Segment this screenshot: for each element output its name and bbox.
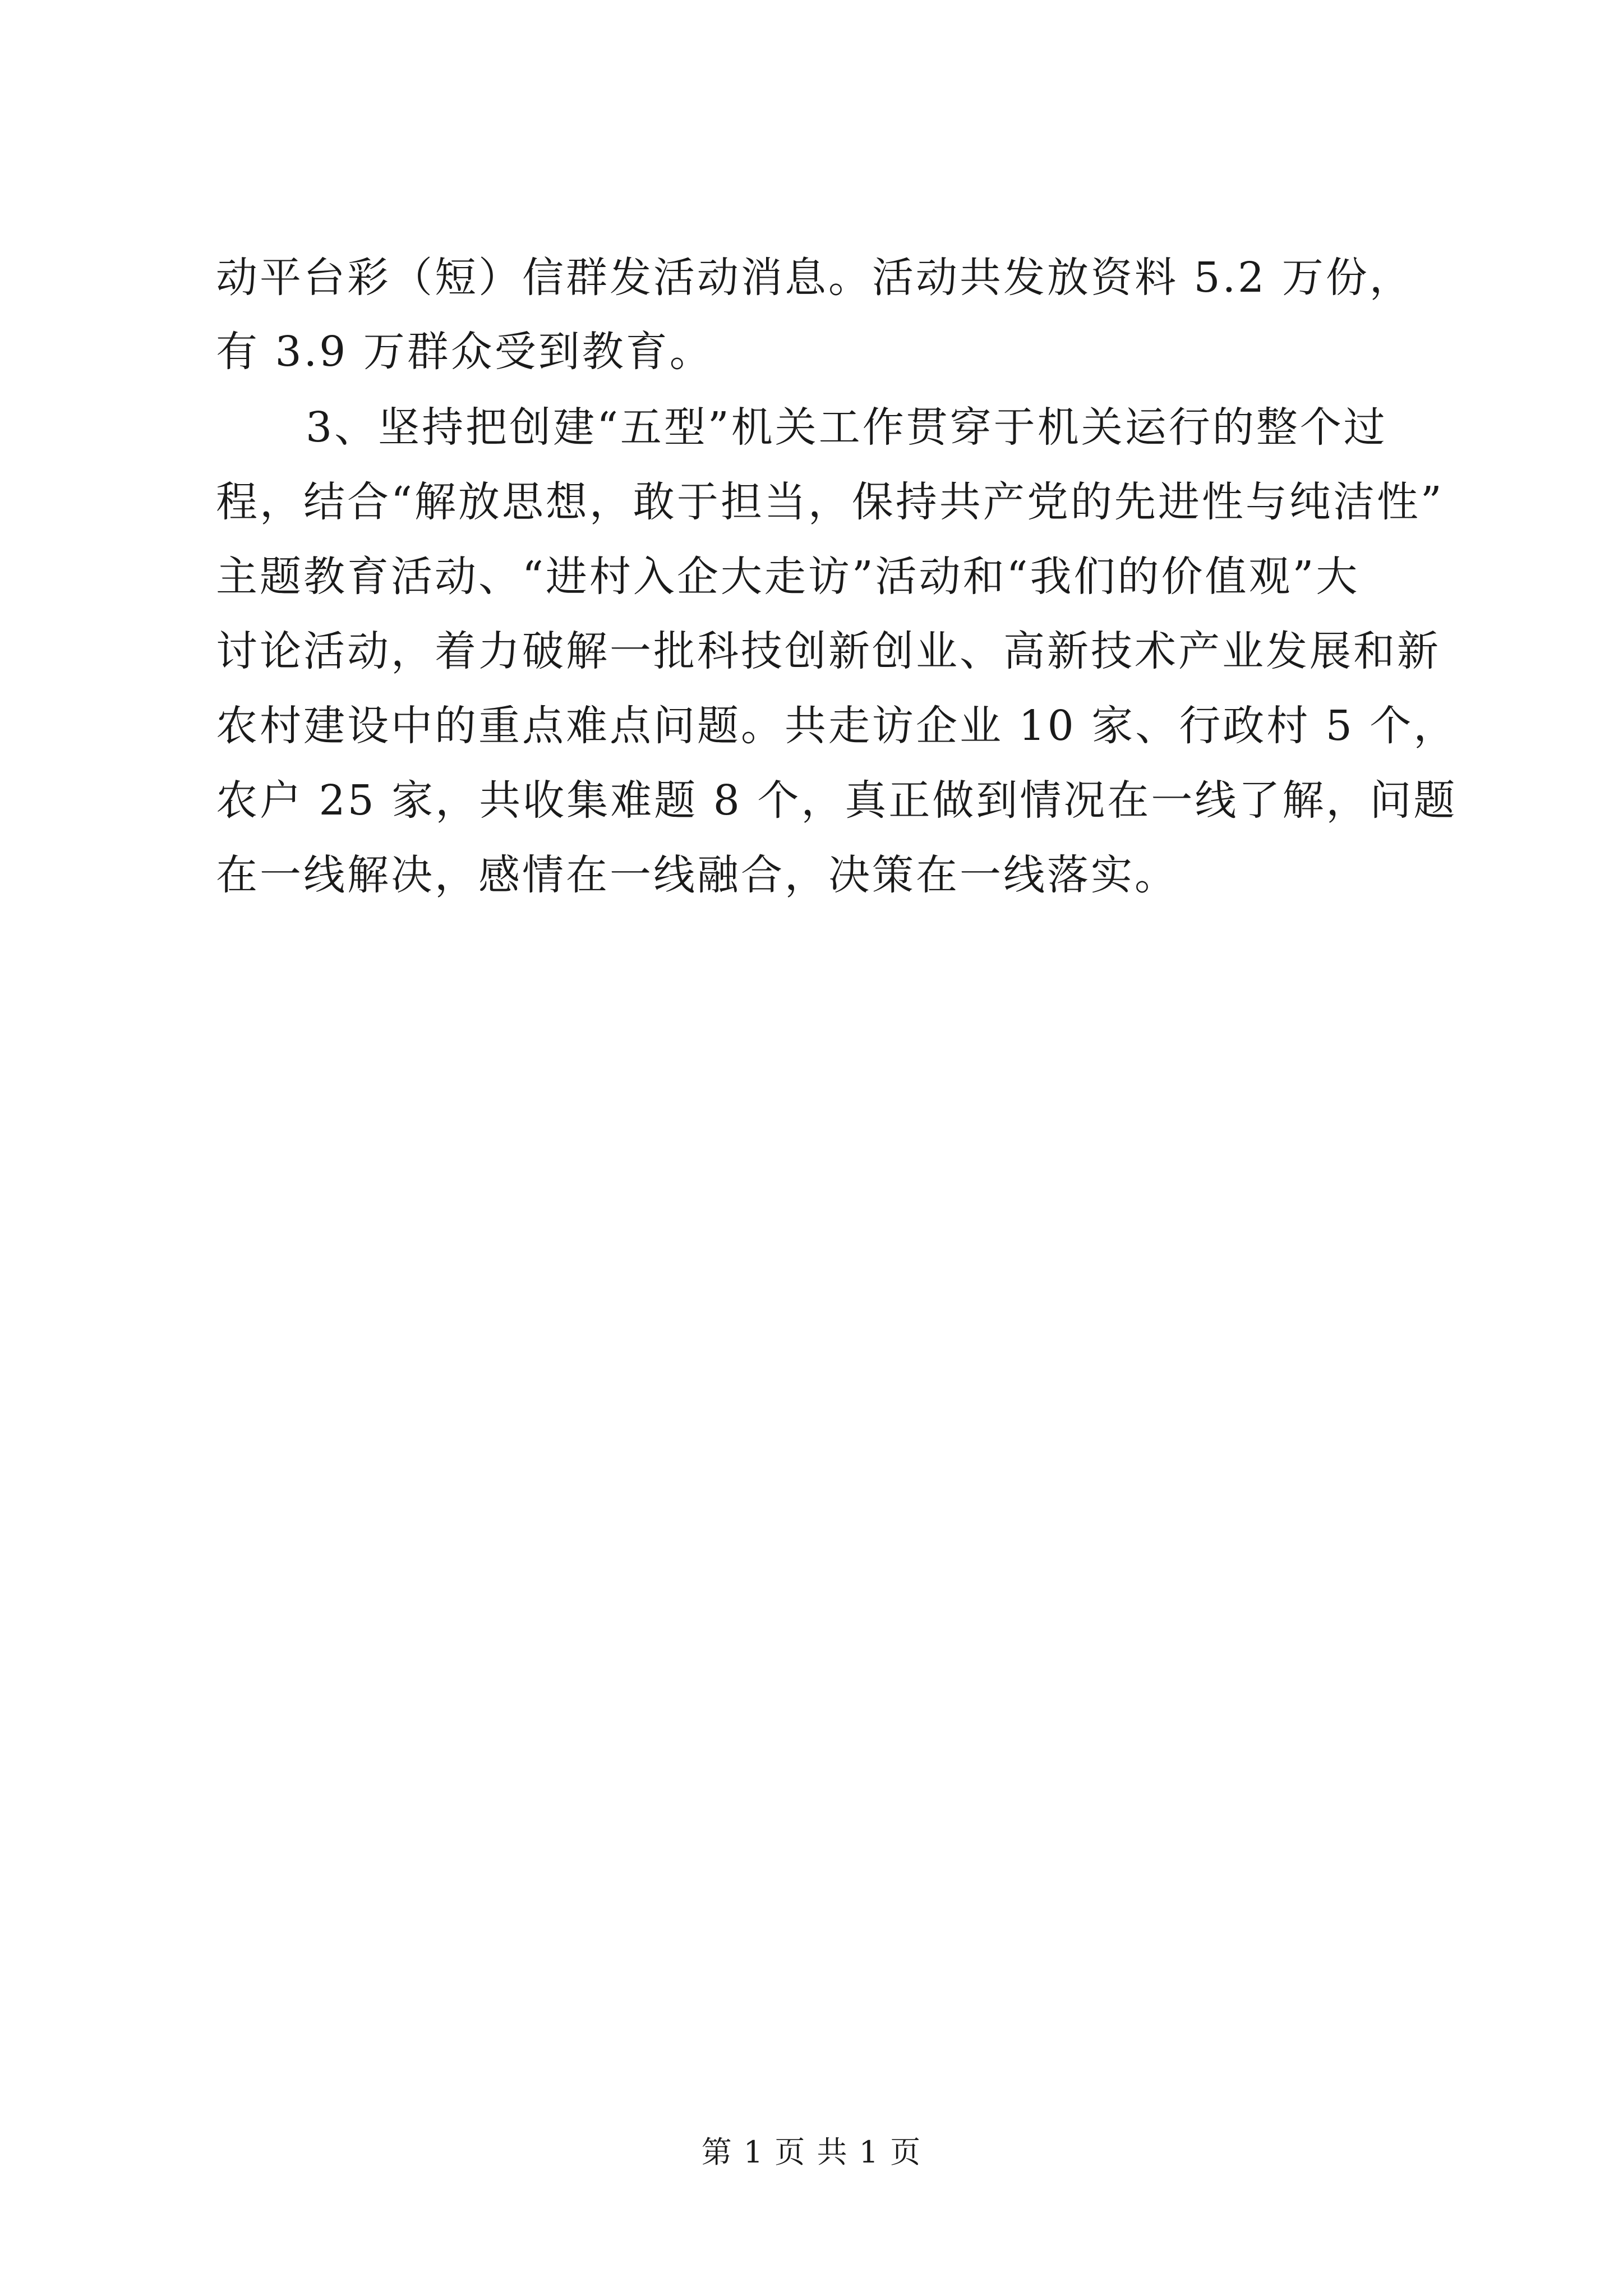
paragraph-line: 程，结合“解放思想，敢于担当，保持共产党的先进性与纯洁性” — [216, 478, 1444, 526]
paragraph-line: 农户 25 家，共收集难题 8 个，真正做到情况在一线了解，问题 — [216, 776, 1458, 825]
page-number-label: 第 1 页 共 1 页 — [701, 2134, 922, 2170]
paragraph-line: 主题教育活动、“进村入企大走访”活动和“我们的价值观”大 — [216, 553, 1360, 601]
paragraph-line: 在一线解决，感情在一线融合，决策在一线落实。 — [216, 851, 1178, 899]
paragraph-line: 农村建设中的重点难点问题。共走访企业 10 家、行政村 5 个， — [216, 702, 1458, 750]
paragraph-line: 有 3.9 万群众受到教育。 — [216, 328, 713, 376]
paragraph-line: 动平台彩（短）信群发活动消息。活动共发放资料 5.2 万份， — [216, 254, 1413, 302]
paragraph-line: 3、坚持把创建“五型”机关工作贯穿于机关运行的整个过 — [306, 403, 1387, 452]
paragraph-line: 讨论活动，着力破解一批科技创新创业、高新技术产业发展和新 — [216, 627, 1441, 675]
page-footer — [0, 2134, 1623, 2170]
